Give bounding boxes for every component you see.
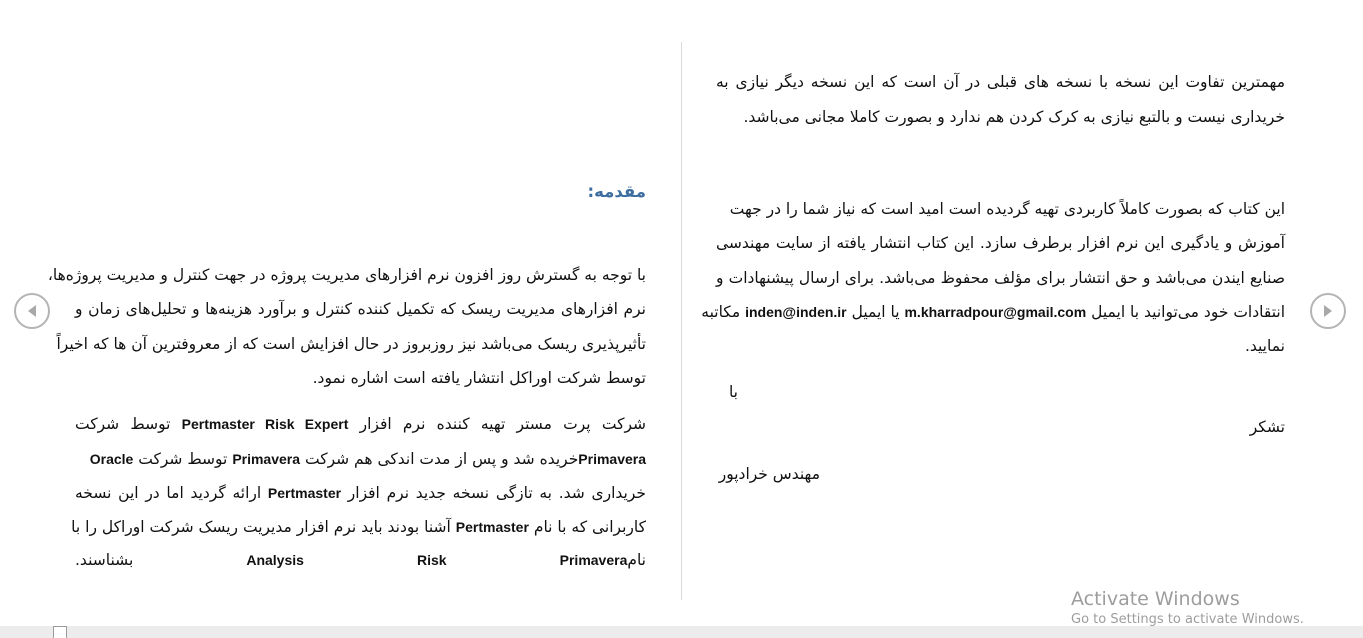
left-p1-line: تأثیرپذیری ریسک می‌باشد نیز روزبروز در حال افزایش است که از معروفترین آن ها که اخیراً <box>56 335 646 353</box>
email-line-post: مکاتبه <box>701 303 741 321</box>
right-p2-line: نمایید. <box>1244 337 1285 355</box>
right-p2-line: صنایع ایندن می‌باشد و حق انتشار برای مؤلف محفوظ می‌باشد. برای ارسال پیشنهادات و <box>716 269 1285 287</box>
left-p2-line <box>71 517 646 537</box>
product-name: Pertmaster Risk Expert <box>181 416 349 432</box>
chevron-right-icon <box>1321 303 1335 319</box>
right-p1-line: خریداری نیست و بالتبع نیازی به کرک کردن هم ندارد و بصورت کاملا مجانی می‌باشد. <box>743 108 1285 126</box>
email-line-mid: یا ایمیل <box>851 303 900 321</box>
text-run: توسط شرکت <box>138 450 228 468</box>
next-page-button[interactable] <box>1310 293 1346 329</box>
left-p2-line <box>75 550 646 570</box>
closing-thanks: تشکر <box>1249 418 1285 436</box>
product-name: Primavera <box>559 552 628 568</box>
page-corner-marker <box>53 626 67 638</box>
status-strip <box>0 626 1363 638</box>
product-name: Analysis <box>246 552 304 568</box>
company-name: Oracle <box>89 451 134 467</box>
product-name: Primavera <box>232 451 301 467</box>
activation-watermark-subtitle: Go to Settings to activate Windows. <box>1071 612 1304 627</box>
text-run: خریده شد و پس از مدت اندکی هم شرکت <box>304 450 579 468</box>
activation-watermark-title: Activate Windows <box>1071 588 1240 610</box>
right-p2-email-line <box>701 302 1285 322</box>
product-name: Pertmaster <box>455 519 529 535</box>
text-run: شرکت پرت مستر تهیه کننده نرم افزار <box>359 415 646 433</box>
left-p1-line: نرم افزارهای مدیریت ریسک که تکمیل کننده کنترل و برآورد هزینه‌ها و تحلیل‌های زمان و <box>75 300 646 318</box>
text-run: بشناسند. <box>75 551 134 569</box>
left-p1-line: با توجه به گسترش روز افزون نرم افزارهای مدیریت پروژه در جهت کنترل و مدیریت پروژه‌ها، <box>47 266 646 284</box>
product-name: Risk <box>417 552 447 568</box>
product-name: Primavera <box>578 451 646 467</box>
left-p2-line <box>75 449 646 469</box>
section-heading: مقدمه: <box>587 182 646 201</box>
text-run: کاربرانی که با نام <box>533 518 646 536</box>
page-divider <box>681 42 682 600</box>
left-p1-line: توسط شرکت اوراکل انتشار یافته است اشاره نمود. <box>312 369 646 387</box>
closing-ba: با <box>728 383 738 401</box>
previous-page-button[interactable] <box>14 293 50 329</box>
text-run: نام <box>627 551 646 569</box>
chevron-left-icon <box>25 303 39 319</box>
author-signature: مهندس خرادپور <box>718 465 820 483</box>
left-p2-line <box>75 483 646 503</box>
text-run: آشنا بودند باید نرم افزار مدیریت ریسک شرکت اوراکل را با <box>71 518 451 536</box>
text-run: توسط شرکت <box>75 415 171 433</box>
text-run: ارائه گردید اما در این نسخه <box>75 484 262 502</box>
right-p2-line: آموزش و یادگیری این نرم افزار برطرف سازد. این کتاب انتشار یافته از سایت مهندسی <box>716 234 1285 252</box>
product-name: Pertmaster <box>267 485 342 501</box>
email-link-2[interactable]: inden@inden.ir <box>745 304 847 320</box>
right-p2-line: این کتاب که بصورت کاملاً کاربردی تهیه گردیده است امید است که نیاز شما را در جهت <box>729 200 1285 218</box>
email-line-pre: انتقادات خود می‌توانید با ایمیل <box>1091 303 1285 321</box>
text-run: خریداری شد. به تازگی نسخه جدید نرم افزار <box>347 484 646 502</box>
email-link-1[interactable]: m.kharradpour@gmail.com <box>904 304 1087 320</box>
right-p1-line: مهمترین تفاوت این نسخه با نسخه های قبلی در آن است که این نسخه دیگر نیازی به <box>716 73 1285 91</box>
left-p2-line <box>75 414 646 434</box>
